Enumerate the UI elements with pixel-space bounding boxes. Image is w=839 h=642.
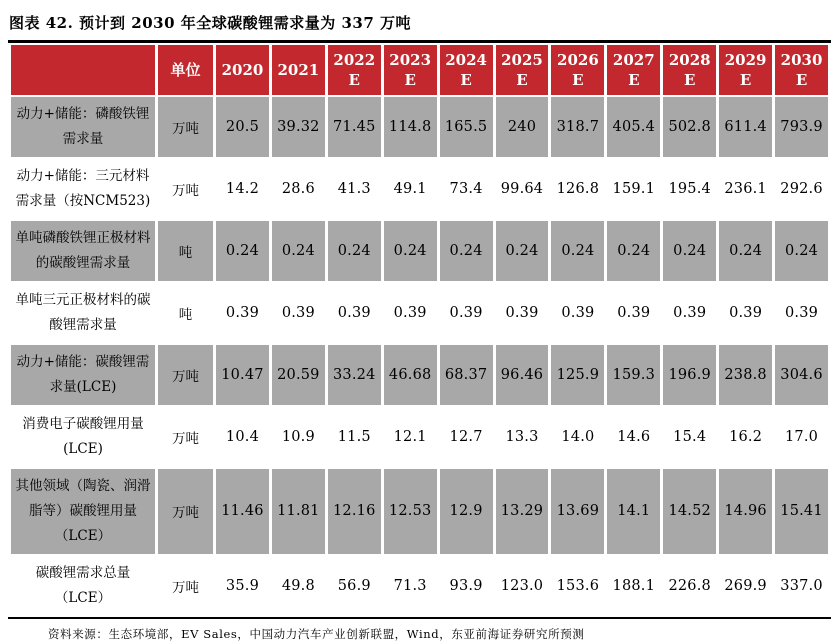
value-cell: 793.9: [775, 97, 828, 157]
value-cell: 13.3: [496, 407, 549, 467]
header-text: 2030: [780, 50, 823, 69]
value-cell: 17.0: [775, 407, 828, 467]
value-cell: 12.53: [384, 469, 437, 554]
value-cell: 41.3: [328, 159, 381, 219]
value-cell: 292.6: [775, 159, 828, 219]
value-cell: 13.29: [496, 469, 549, 554]
row-label: 动力+储能：三元材料需求量（按NCM523): [11, 159, 155, 219]
forecast-suffix: E: [460, 71, 472, 89]
value-cell: 114.8: [384, 97, 437, 157]
header-text: 2027: [612, 50, 655, 69]
forecast-suffix: E: [795, 71, 808, 89]
value-cell: 0.39: [496, 283, 549, 343]
value-cell: 10.4: [216, 407, 269, 467]
header-text: 单位: [170, 60, 201, 79]
value-cell: 33.24: [328, 345, 381, 405]
value-cell: 0.39: [272, 283, 325, 343]
forecast-suffix: E: [572, 71, 584, 89]
value-cell: 304.6: [775, 345, 828, 405]
value-cell: 14.0: [551, 407, 604, 467]
value-cell: 12.7: [440, 407, 493, 467]
header-cell-blank: [11, 45, 155, 95]
value-cell: 196.9: [663, 345, 716, 405]
row-label: 动力+储能：碳酸锂需求量(LCE): [11, 345, 155, 405]
value-cell: 20.59: [272, 345, 325, 405]
header-cell-year-2027: [607, 45, 660, 95]
header-text: 2026: [557, 50, 599, 69]
forecast-suffix: E: [683, 71, 696, 89]
forecast-suffix: E: [516, 71, 528, 89]
header-cell-year-2021: [272, 45, 325, 95]
value-cell: 56.9: [328, 556, 381, 616]
row-label: 单吨磷酸铁锂正极材料的碳酸锂需求量: [11, 221, 155, 281]
value-cell: 20.5: [216, 97, 269, 157]
value-cell: 10.47: [216, 345, 269, 405]
value-cell: 502.8: [663, 97, 716, 157]
header-cell-year-2030: [775, 45, 828, 95]
header-text: 2029: [724, 50, 767, 69]
value-cell: 0.39: [663, 283, 716, 343]
row-label: 消费电子碳酸锂用量(LCE): [11, 407, 155, 467]
value-cell: 0.24: [775, 221, 828, 281]
value-cell: 159.1: [607, 159, 660, 219]
value-cell: 0.39: [719, 283, 772, 343]
value-cell: 12.9: [440, 469, 493, 554]
table-header-row: [11, 45, 828, 95]
value-cell: 28.6: [272, 159, 325, 219]
value-cell: 49.8: [272, 556, 325, 616]
row-label: 碳酸锂需求总量（LCE）: [11, 556, 155, 616]
header-cell-year-2023: [384, 45, 437, 95]
forecast-suffix: E: [348, 71, 360, 89]
value-cell: 0.39: [775, 283, 828, 343]
figure-title: 图表 42. 预计到 2030 年全球碳酸锂需求量为 337 万吨: [9, 14, 411, 32]
unit-cell: 万吨: [158, 469, 213, 554]
value-cell: 123.0: [496, 556, 549, 616]
table-body: [11, 97, 828, 615]
value-cell: 12.1: [384, 407, 437, 467]
value-cell: 0.24: [719, 221, 772, 281]
value-cell: 14.1: [607, 469, 660, 554]
value-cell: 11.5: [328, 407, 381, 467]
value-cell: 318.7: [551, 97, 604, 157]
value-cell: 73.4: [440, 159, 493, 219]
value-cell: 11.46: [216, 469, 269, 554]
value-cell: 10.9: [272, 407, 325, 467]
value-cell: 12.16: [328, 469, 381, 554]
value-cell: 0.24: [328, 221, 381, 281]
value-cell: 337.0: [775, 556, 828, 616]
value-cell: 93.9: [440, 556, 493, 616]
value-cell: 0.24: [607, 221, 660, 281]
value-cell: 188.1: [607, 556, 660, 616]
value-cell: 46.68: [384, 345, 437, 405]
value-cell: 0.24: [272, 221, 325, 281]
value-cell: 49.1: [384, 159, 437, 219]
header-text: 2025: [501, 50, 543, 69]
value-cell: 96.46: [496, 345, 549, 405]
value-cell: 0.39: [384, 283, 437, 343]
value-cell: 0.24: [216, 221, 269, 281]
forecast-suffix: E: [404, 71, 416, 89]
value-cell: 11.81: [272, 469, 325, 554]
table-row: [11, 556, 828, 616]
value-cell: 240: [496, 97, 549, 157]
unit-cell: 万吨: [158, 345, 213, 405]
value-cell: 0.24: [440, 221, 493, 281]
header-cell-year-2029: [719, 45, 772, 95]
value-cell: 238.8: [719, 345, 772, 405]
value-cell: 14.96: [719, 469, 772, 554]
value-cell: 71.45: [328, 97, 381, 157]
value-cell: 35.9: [216, 556, 269, 616]
header-cell-unit: [158, 45, 213, 95]
value-cell: 226.8: [663, 556, 716, 616]
value-cell: 99.64: [496, 159, 549, 219]
value-cell: 0.24: [551, 221, 604, 281]
header-cell-year-2022: [328, 45, 381, 95]
value-cell: 0.24: [663, 221, 716, 281]
unit-cell: 万吨: [158, 407, 213, 467]
value-cell: 14.2: [216, 159, 269, 219]
value-cell: 0.24: [496, 221, 549, 281]
forecast-suffix: E: [739, 71, 752, 89]
row-label: 其他领域（陶瓷、润滑脂等）碳酸锂用量（LCE）: [11, 469, 155, 554]
value-cell: 153.6: [551, 556, 604, 616]
header-cell-year-2028: [663, 45, 716, 95]
unit-cell: 万吨: [158, 556, 213, 616]
unit-cell: 吨: [158, 283, 213, 343]
header-cell-year-2024: [440, 45, 493, 95]
value-cell: 14.52: [663, 469, 716, 554]
value-cell: 15.41: [775, 469, 828, 554]
value-cell: 195.4: [663, 159, 716, 219]
header-cell-year-2026: [551, 45, 604, 95]
forecast-suffix: E: [628, 71, 640, 89]
value-cell: 71.3: [384, 556, 437, 616]
value-cell: 16.2: [719, 407, 772, 467]
value-cell: 0.39: [607, 283, 660, 343]
value-cell: 0.39: [551, 283, 604, 343]
value-cell: 165.5: [440, 97, 493, 157]
table-row: [11, 97, 828, 157]
value-cell: 68.37: [440, 345, 493, 405]
lithium-demand-table: [8, 43, 831, 617]
header-cell-year-2025: [496, 45, 549, 95]
unit-cell: 吨: [158, 221, 213, 281]
table-container: [8, 40, 831, 619]
value-cell: 236.1: [719, 159, 772, 219]
table-row: [11, 345, 828, 405]
value-cell: 0.39: [216, 283, 269, 343]
table-row: [11, 159, 828, 219]
table-header: [11, 45, 828, 95]
value-cell: 15.4: [663, 407, 716, 467]
header-text: 2022: [333, 50, 376, 69]
table-row: [11, 221, 828, 281]
unit-cell: 万吨: [158, 159, 213, 219]
header-text: 2028: [668, 50, 711, 69]
row-label: 单吨三元正极材料的碳酸锂需求量: [11, 283, 155, 343]
unit-cell: 万吨: [158, 97, 213, 157]
table-row: [11, 407, 828, 467]
value-cell: 611.4: [719, 97, 772, 157]
header-text: 2020: [221, 60, 264, 79]
row-label: 动力+储能：磷酸铁锂需求量: [11, 97, 155, 157]
header-text: 2024: [445, 50, 487, 69]
header-text: 2023: [389, 50, 432, 69]
value-cell: 0.39: [440, 283, 493, 343]
value-cell: 126.8: [551, 159, 604, 219]
header-text: 2021: [277, 60, 320, 79]
value-cell: 39.32: [272, 97, 325, 157]
table-row: [11, 283, 828, 343]
value-cell: 269.9: [719, 556, 772, 616]
header-cell-year-2020: [216, 45, 269, 95]
value-cell: 405.4: [607, 97, 660, 157]
table-row: [11, 469, 828, 554]
value-cell: 0.39: [328, 283, 381, 343]
value-cell: 0.24: [384, 221, 437, 281]
value-cell: 13.69: [551, 469, 604, 554]
value-cell: 14.6: [607, 407, 660, 467]
data-source-note: 资料来源：生态环境部，EV Sales，中国动力汽车产业创新联盟，Wind，东亚前海证券研究所预测: [48, 627, 585, 642]
value-cell: 125.9: [551, 345, 604, 405]
value-cell: 159.3: [607, 345, 660, 405]
